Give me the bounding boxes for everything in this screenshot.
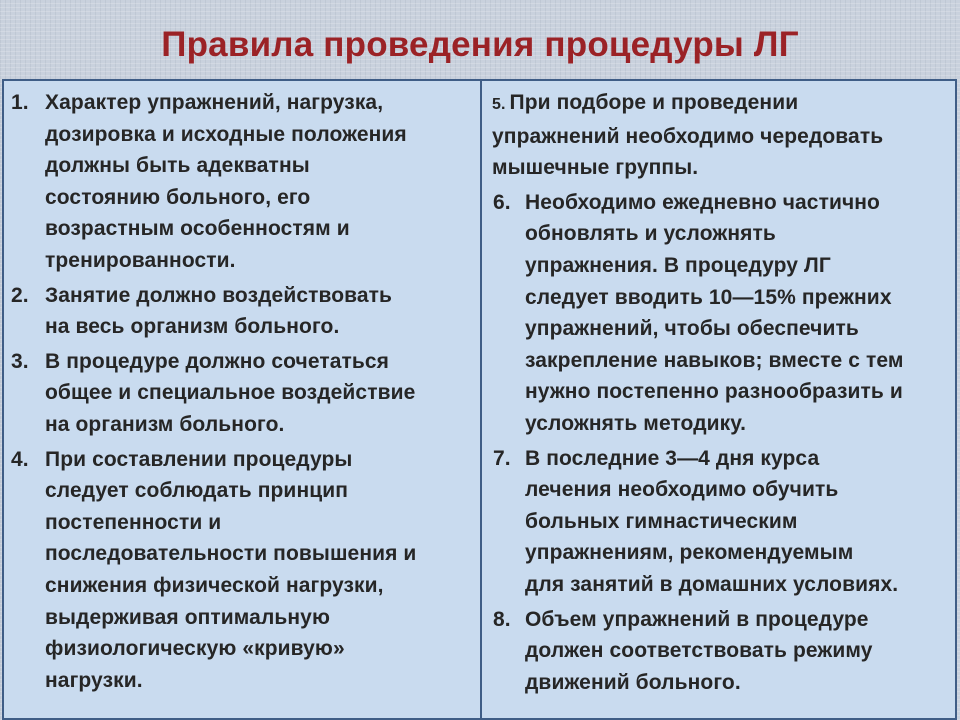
item-text-line: физиологическую «кривую» <box>45 637 345 661</box>
right-column <box>482 81 955 718</box>
item-text-line: для занятий в домашних условиях. <box>525 572 899 596</box>
rules-table <box>2 79 957 720</box>
item-number: 2. <box>11 283 29 307</box>
item-text-line: упражнения. В процедуру ЛГ <box>525 253 831 277</box>
item-text-line: усложнять методику. <box>525 411 747 435</box>
item-text-line: постепенности и <box>45 510 222 534</box>
item-text-line: нужно постепенно разнообразить и <box>525 380 903 404</box>
item-text-line: на организм больного. <box>45 412 285 436</box>
list-item <box>4 280 480 343</box>
item-text-line: следует соблюдать принцип <box>45 479 349 503</box>
item-number: 8. <box>493 607 511 631</box>
item-text-line: больных гимнастическим <box>525 509 798 533</box>
item-text-line: упражнениям, рекомендуемым <box>525 541 854 565</box>
item-text-line: При составлении процедуры <box>45 447 353 471</box>
item-text-line: Занятие должно воздействовать <box>45 283 393 307</box>
item-text-line: упражнений необходимо чередовать <box>492 124 884 148</box>
item-text-line: лечения необходимо обучить <box>525 478 839 502</box>
list-item <box>4 346 480 441</box>
item-text-line: дозировка и исходные положения <box>45 122 407 146</box>
item-text-line: движений больного. <box>525 670 741 694</box>
item-text-line: Необходимо ежедневно частично <box>525 190 880 214</box>
item-text-line: обновлять и усложнять <box>525 222 776 246</box>
left-column <box>4 81 482 718</box>
slide-title: Правила проведения процедуры ЛГ <box>161 25 799 64</box>
item-number: 3. <box>11 349 29 373</box>
list-item <box>4 87 480 277</box>
item-text-line: мышечные группы. <box>492 156 699 180</box>
list-item <box>4 444 480 697</box>
item-number: 1. <box>11 91 29 114</box>
item-text-line: следует вводить 10—15% прежних <box>525 285 892 309</box>
item-number: 5. <box>492 96 506 113</box>
list-item <box>482 187 955 440</box>
list-item <box>482 604 955 699</box>
item-text-line: должны быть адекватны <box>45 154 310 178</box>
item-number: 6. <box>493 190 511 214</box>
item-text-line: Характер упражнений, нагрузка, <box>45 91 384 114</box>
item-text-line: снижения физической нагрузки, <box>45 573 384 597</box>
item-text-line: возрастным особенностям и <box>45 217 350 241</box>
item-text: При подборе и проведении <box>509 91 799 114</box>
item-text-line: нагрузки. <box>45 668 143 692</box>
item-text-line: тренированности. <box>45 248 236 272</box>
item-text-line: В последние 3—4 дня курса <box>525 446 820 470</box>
item-text-line: на весь организм больного. <box>45 315 340 339</box>
item-text-line: Объем упражнений в процедуре <box>525 607 869 631</box>
item-text-line: выдерживая оптимальную <box>45 605 330 629</box>
item-text-line: В процедуре должно сочетаться <box>45 349 390 373</box>
list-item <box>482 443 955 601</box>
item-text-line <box>492 87 955 121</box>
list-item <box>482 87 955 184</box>
item-text-line: общее и специальное воздействие <box>45 381 416 405</box>
item-number: 7. <box>493 446 511 470</box>
item-text-line: последовательности повышения и <box>45 542 417 566</box>
item-number: 4. <box>11 447 29 471</box>
item-text-line: состоянию больного, его <box>45 185 311 209</box>
item-text-line: должен соответствовать режиму <box>525 639 873 663</box>
item-text-line: упражнений, чтобы обеспечить <box>525 317 859 341</box>
item-text-line: закрепление навыков; вместе с тем <box>525 348 904 372</box>
